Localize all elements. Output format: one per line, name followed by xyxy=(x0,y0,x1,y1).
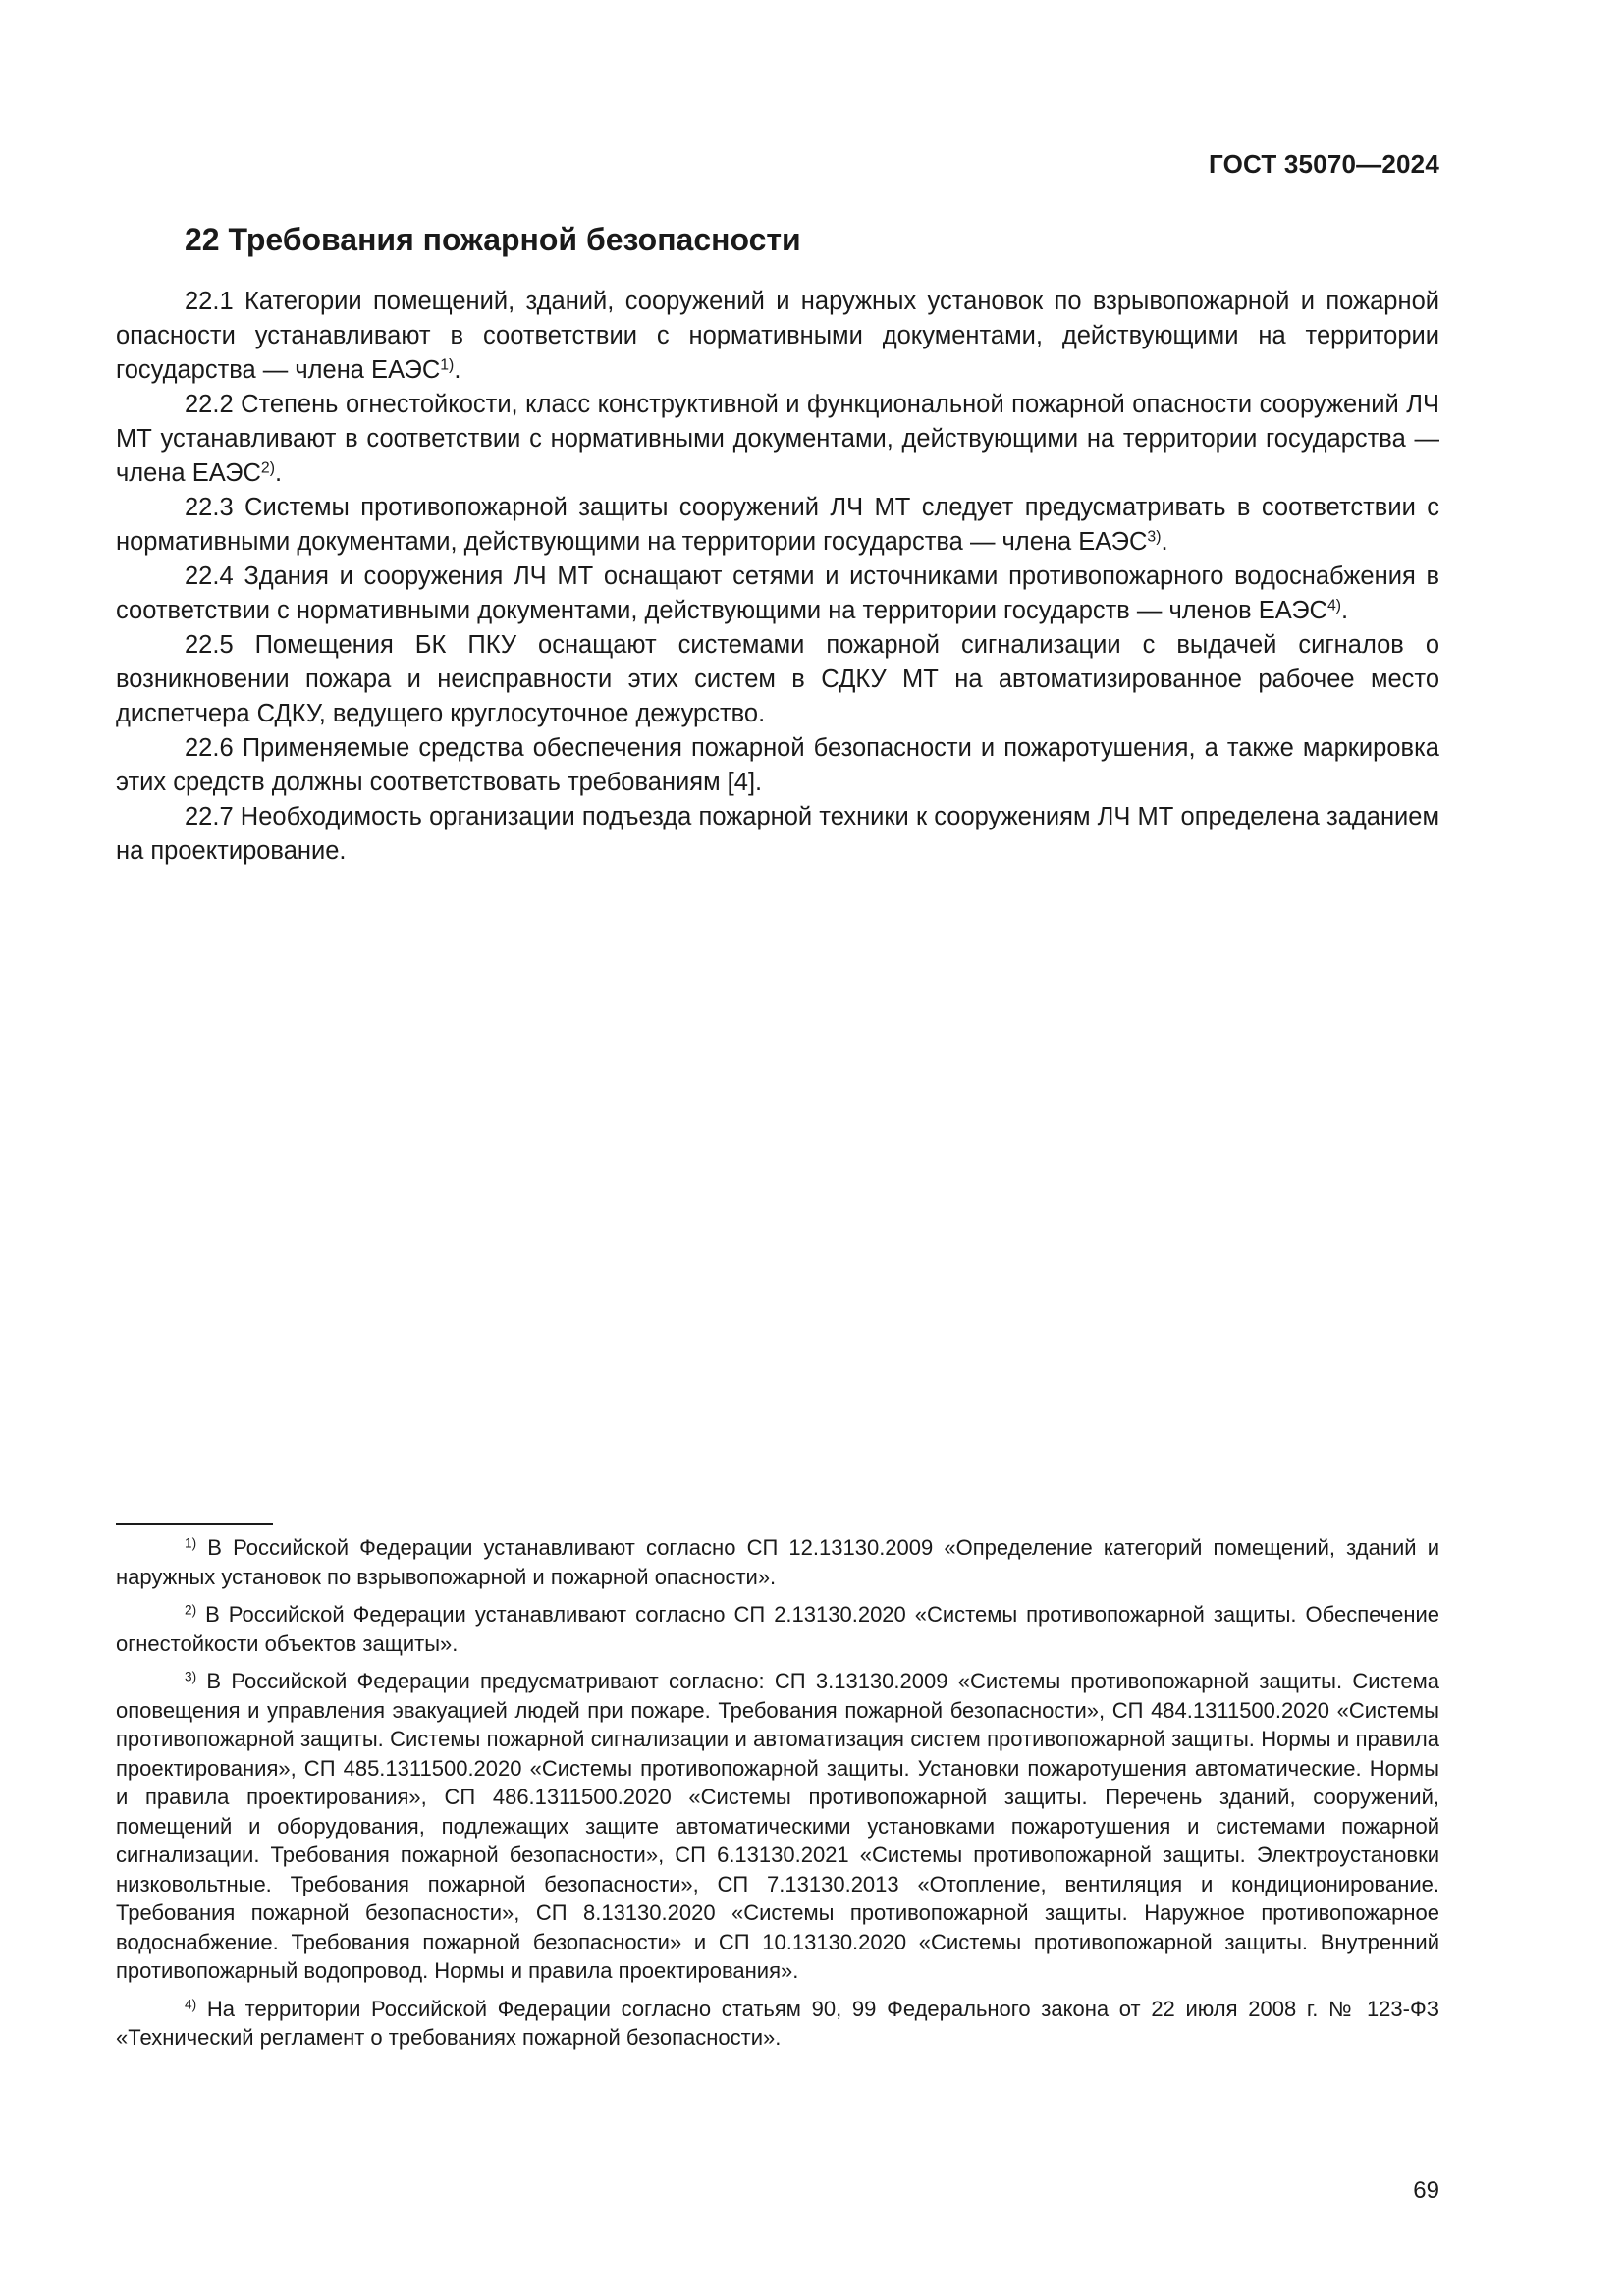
footnote-marker: 3) xyxy=(185,1669,197,1684)
footnote-3: $^{3)}$ В Российской Федерации предусматривают согласно: СП 3.13130.2009 «Системы противопожарной защиты. Система оповещения и управления эвакуацией людей при пожаре. Требования пожарной безопасности», СП 484.1311500.2020 «Системы противопожарной защиты. Системы пожарной сигнализации и автоматизация систем противопожарной защиты. Нормы и правила проектирования», СП 485.1311500.2020 «Системы противопожарной защиты. Установки пожаротушения автоматические. Нормы и правила проектирования», СП 486.1311500.2020 «Системы противопожарной защиты. Перечень зданий, сооружений, помещений и оборудования, подлежащих защите автоматическими установками пожаротушения и системами пожарной сигнализации. Требования пожарной безопасности», СП 6.13130.2021 «Системы противопожарной защиты. Электроустановки низковольтные. Требования пожарной безопасности», СП 7.13130.2013 «Отопление, вентиляция и кондиционирование. Требования пожарной безопасности», СП 8.13130.2020 «Системы противопожарной защиты. Наружное противопожарное водоснабжение. Требования пожарной безопасности» и СП 10.13130.2020 «Системы противопожарной защиты. Внутренний противопожарный водопровод. Нормы и правила проектирования». xyxy=(116,1669,1439,1983)
paragraph-22-5: 22.5 Помещения БК ПКУ оснащают системами пожарной сигнализации с выдачей сигналов о возникновении пожара и неисправности этих систем в СДКУ МТ на автоматизированное рабочее место диспетчера СДКУ, ведущего круглосуточное дежурство. xyxy=(116,631,1439,727)
paragraph-22-7: 22.7 Необходимость организации подъезда пожарной техники к сооружениям ЛЧ МТ определена заданием на проектирование. xyxy=(116,803,1439,865)
section-body xyxy=(116,285,1439,869)
footnote-ref: 3) xyxy=(1147,528,1162,546)
document-code: ГОСТ 35070—2024 xyxy=(1209,149,1439,179)
paragraph-22-3: 22.3 Системы противопожарной защиты сооружений ЛЧ МТ следует предусматривать в соответствии с нормативными документами, действующими на территории государства — члена ЕАЭС$^{3)}$. xyxy=(116,494,1439,556)
footnote-divider xyxy=(116,1523,273,1525)
section-title: 22 Требования пожарной безопасности xyxy=(185,222,801,257)
footnote-2: $^{2)}$ В Российской Федерации устанавливают согласно СП 2.13130.2020 «Системы противопожарной защиты. Обеспечение огнестойкости объектов защиты». xyxy=(116,1602,1439,1656)
footnote-1: $^{1)}$ В Российской Федерации устанавливают согласно СП 12.13130.2009 «Определение категорий помещений, зданий и наружных установок по взрывопожарной и пожарной опасности». xyxy=(116,1535,1439,1589)
footnote-ref: 2) xyxy=(260,459,275,477)
footnotes xyxy=(116,1533,1439,2061)
paragraph-22-1: 22.1 Категории помещений, зданий, сооружений и наружных установок по взрывопожарной и пожарной опасности устанавливают в соответствии с нормативными документами, действующими на территории государства — члена ЕАЭС$^{1)}$. xyxy=(116,288,1439,384)
footnote-4: $^{4)}$ На территории Российской Федерации согласно статьям 90, 99 Федерального закона от 22 июля 2008 г. № 123-ФЗ «Технический регламент о требованиях пожарной безопасности». xyxy=(116,1996,1439,2050)
footnote-marker: 2) xyxy=(185,1602,197,1618)
paragraph-22-4: 22.4 Здания и сооружения ЛЧ МТ оснащают сетями и источниками противопожарного водоснабжения в соответствии с нормативными документами, действующими на территории государств — членов ЕАЭС$^{4)}$. xyxy=(116,562,1439,624)
footnote-marker: 4) xyxy=(185,1997,197,2011)
paragraph-22-2: 22.2 Степень огнестойкости, класс конструктивной и функциональной пожарной опасности сооружений ЛЧ МТ устанавливают в соответствии с нормативными документами, действующими на территории государства — члена ЕАЭС$^{2)}$. xyxy=(116,391,1439,487)
footnote-marker: 1) xyxy=(185,1535,197,1551)
footnote-ref: 4) xyxy=(1326,597,1342,614)
footnote-ref: 1) xyxy=(440,356,455,374)
paragraph-22-6: 22.6 Применяемые средства обеспечения пожарной безопасности и пожаротушения, а также маркировка этих средств должны соответствовать требованиям [4]. xyxy=(116,734,1439,796)
page-number: 69 xyxy=(1413,2177,1439,2204)
